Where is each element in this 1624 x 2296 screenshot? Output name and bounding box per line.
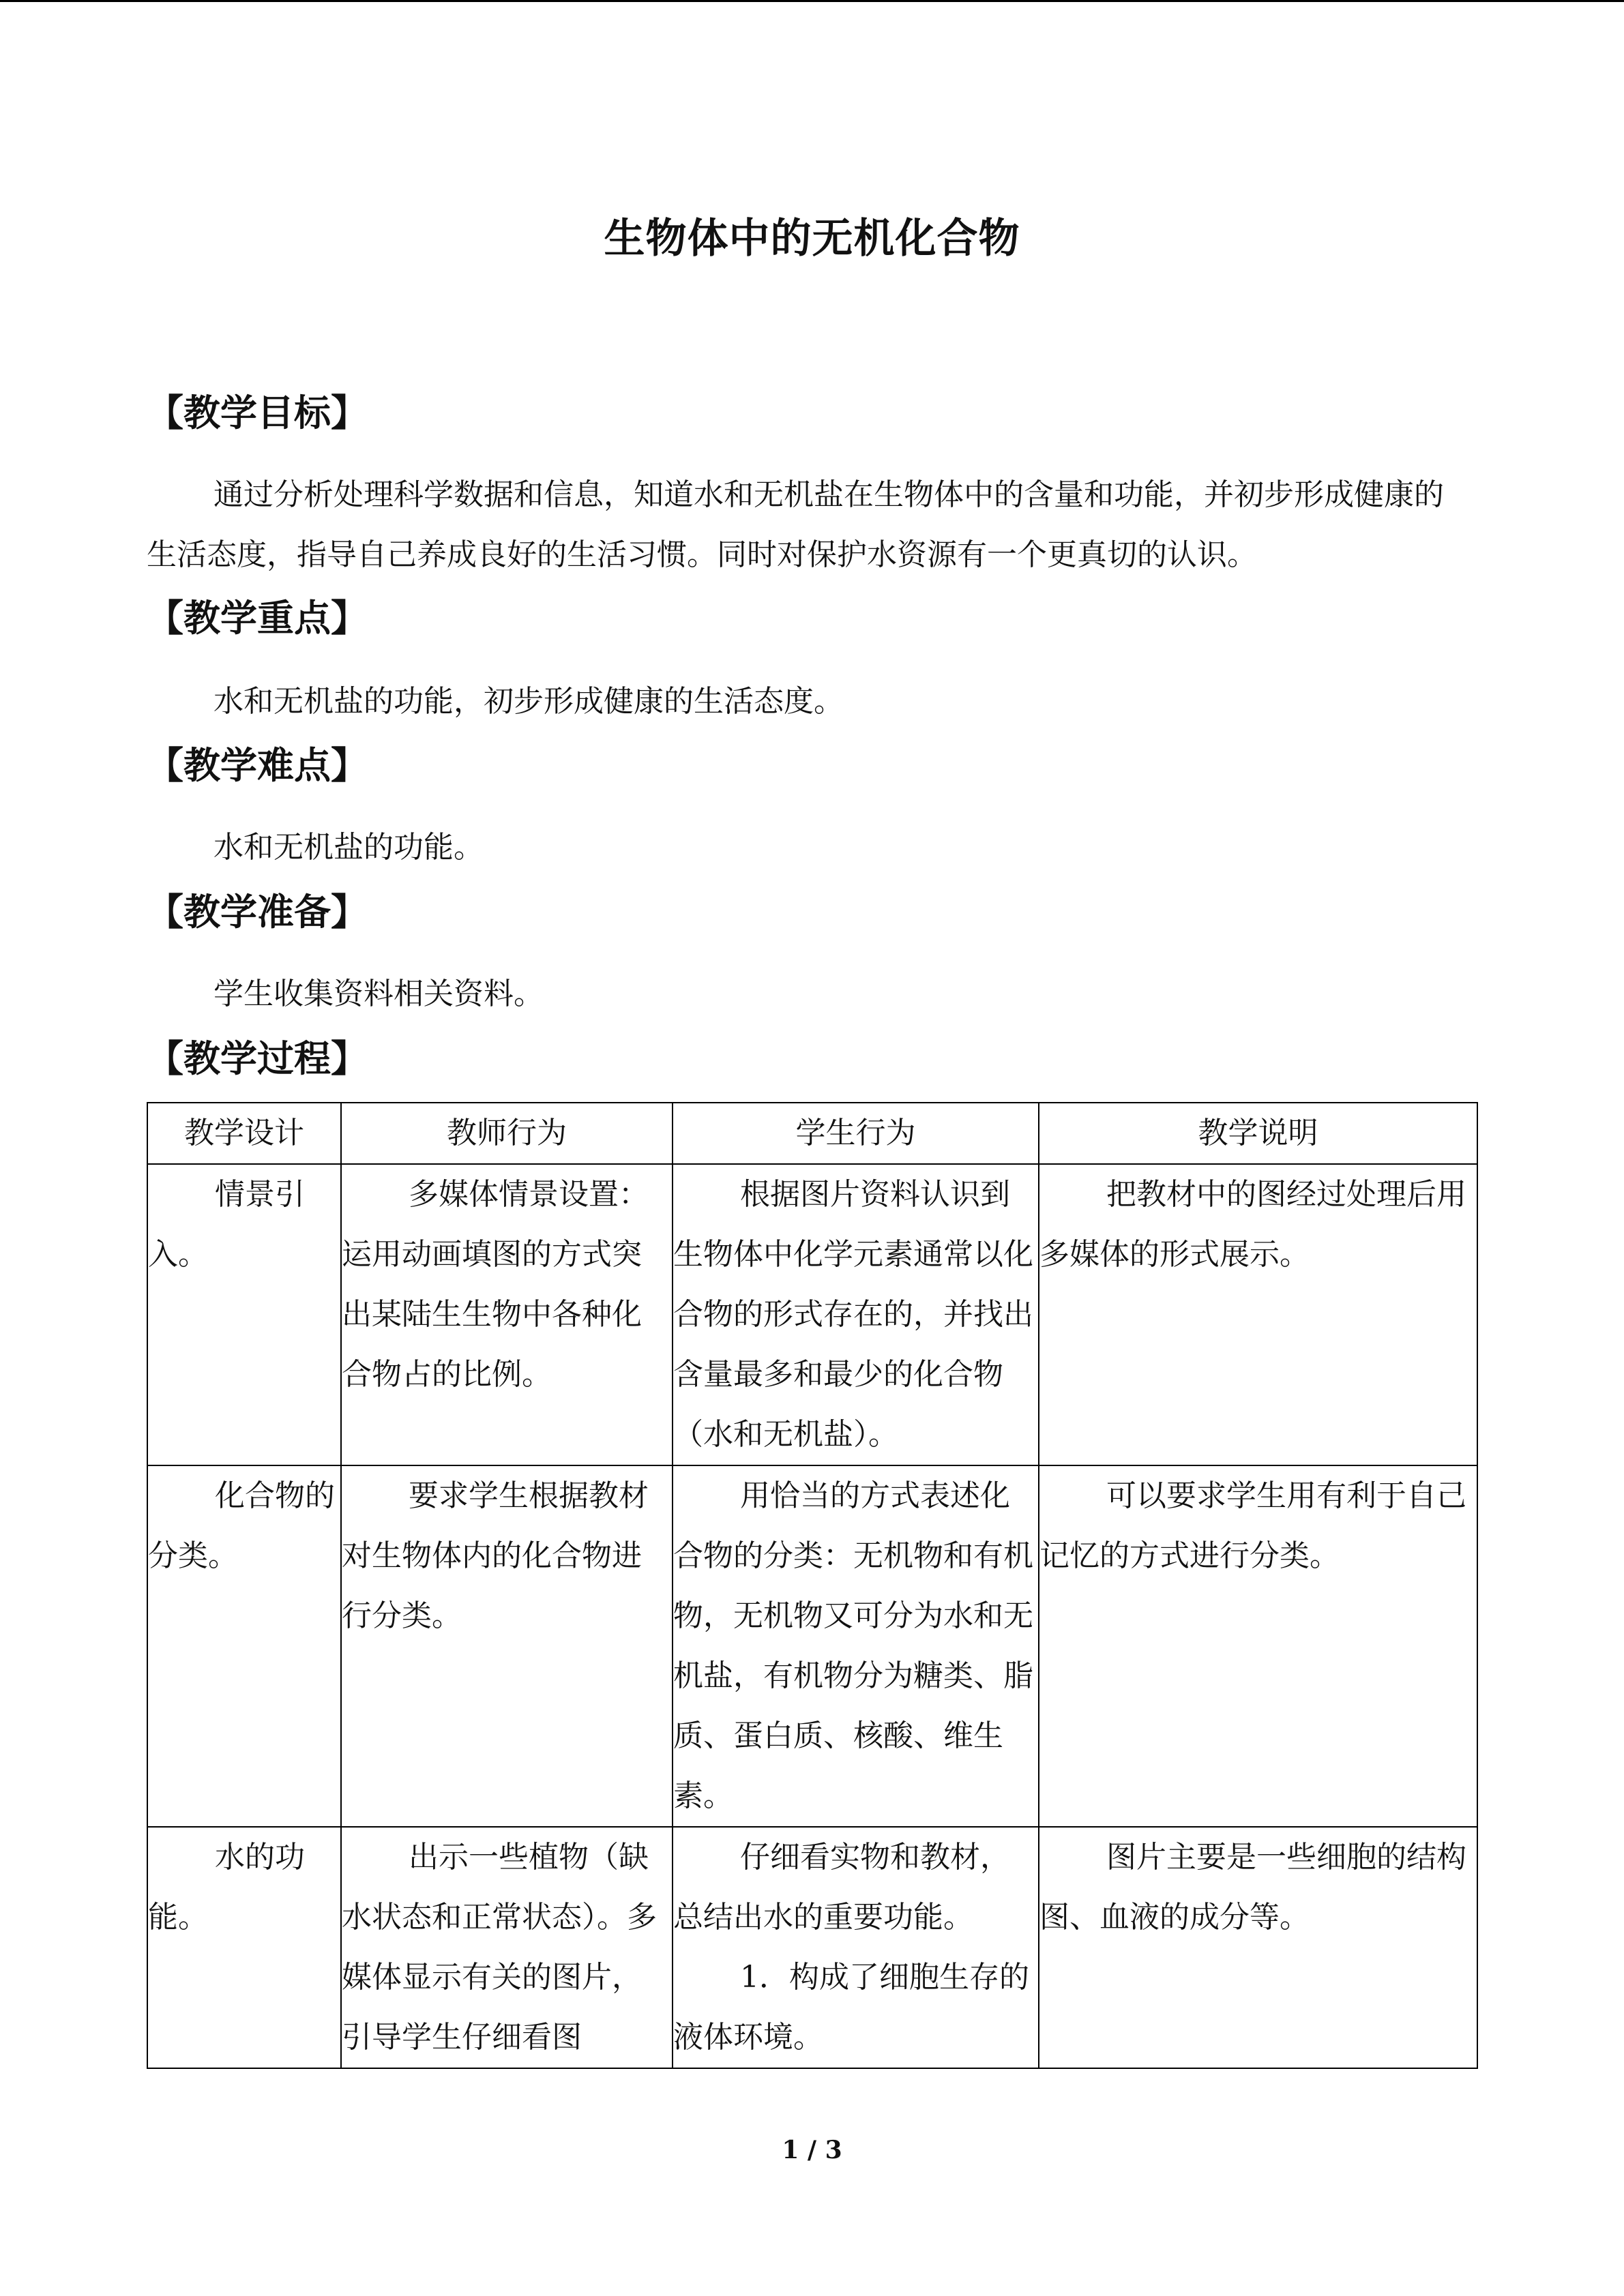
- header-design: 教学设计: [147, 1103, 341, 1164]
- cell-design: 水的功能。: [147, 1827, 341, 2068]
- table-row: [147, 1164, 1477, 1465]
- cell-student: 根据图片资料认识到生物体中化学元素通常以化合物的形式存在的，并找出含量最多和最少的化合物（水和无机盐）。: [673, 1164, 1039, 1465]
- table-row: [147, 1465, 1477, 1827]
- cell-student: 用恰当的方式表述化合物的分类：无机物和有机物，无机物又可分为水和无机盐，有机物分为糖类、脂质、蛋白质、核酸、维生素。: [673, 1465, 1039, 1827]
- cell-teacher: 多媒体情景设置：运用动画填图的方式突出某陆生生物中各种化合物占的比例。: [341, 1164, 673, 1465]
- cell-student-item: 1．构成了细胞生存的液体环境。: [673, 1960, 1029, 2055]
- cell-note: 把教材中的图经过处理后用多媒体的形式展示。: [1039, 1164, 1477, 1465]
- heading-key-points: 【教学重点】: [147, 597, 368, 640]
- cell-teacher: 出示一些植物（缺水状态和正常状态）。多媒体显示有关的图片，引导学生仔细看图: [341, 1827, 673, 2068]
- table-header-row: [147, 1103, 1477, 1164]
- heading-objectives: 【教学目标】: [147, 391, 368, 434]
- heading-process: 【教学过程】: [147, 1037, 368, 1080]
- cell-note: 图片主要是一些细胞的结构图、血液的成分等。: [1039, 1827, 1477, 2068]
- header-teacher: 教师行为: [341, 1103, 673, 1164]
- header-student: 学生行为: [673, 1103, 1039, 1164]
- cell-note: 可以要求学生用有利于自己记忆的方式进行分类。: [1039, 1465, 1477, 1827]
- lesson-process-table: [147, 1102, 1478, 2069]
- cell-design: 情景引入。: [147, 1164, 341, 1465]
- heading-difficulties: 【教学难点】: [147, 744, 368, 787]
- key-points-text: 水和无机盐的功能，初步形成健康的生活态度。: [213, 684, 844, 719]
- difficulties-text: 水和无机盐的功能。: [213, 830, 484, 865]
- table-row: [147, 1827, 1477, 2068]
- document-title: 生物体中的无机化合物: [604, 215, 1020, 263]
- cell-design: 化合物的分类。: [147, 1465, 341, 1827]
- header-note: 教学说明: [1039, 1103, 1477, 1164]
- cell-teacher: 要求学生根据教材对生物体内的化合物进行分类。: [341, 1465, 673, 1827]
- cell-student: [673, 1827, 1039, 2068]
- preparation-text: 学生收集资料相关资料。: [213, 976, 544, 1011]
- objectives-text: 通过分析处理科学数据和信息，知道水和无机盐在生物体中的含量和功能，并初步形成健康的生活态度，指导自己养成良好的生活习惯。同时对保护水资源有一个更真切的认识。: [147, 477, 1444, 572]
- cell-student-text: 仔细看实物和教材，总结出水的重要功能。: [673, 1840, 1010, 1935]
- top-border-line: [0, 0, 1624, 2]
- heading-preparation: 【教学准备】: [147, 891, 368, 934]
- page-number: 1 / 3: [782, 2136, 842, 2164]
